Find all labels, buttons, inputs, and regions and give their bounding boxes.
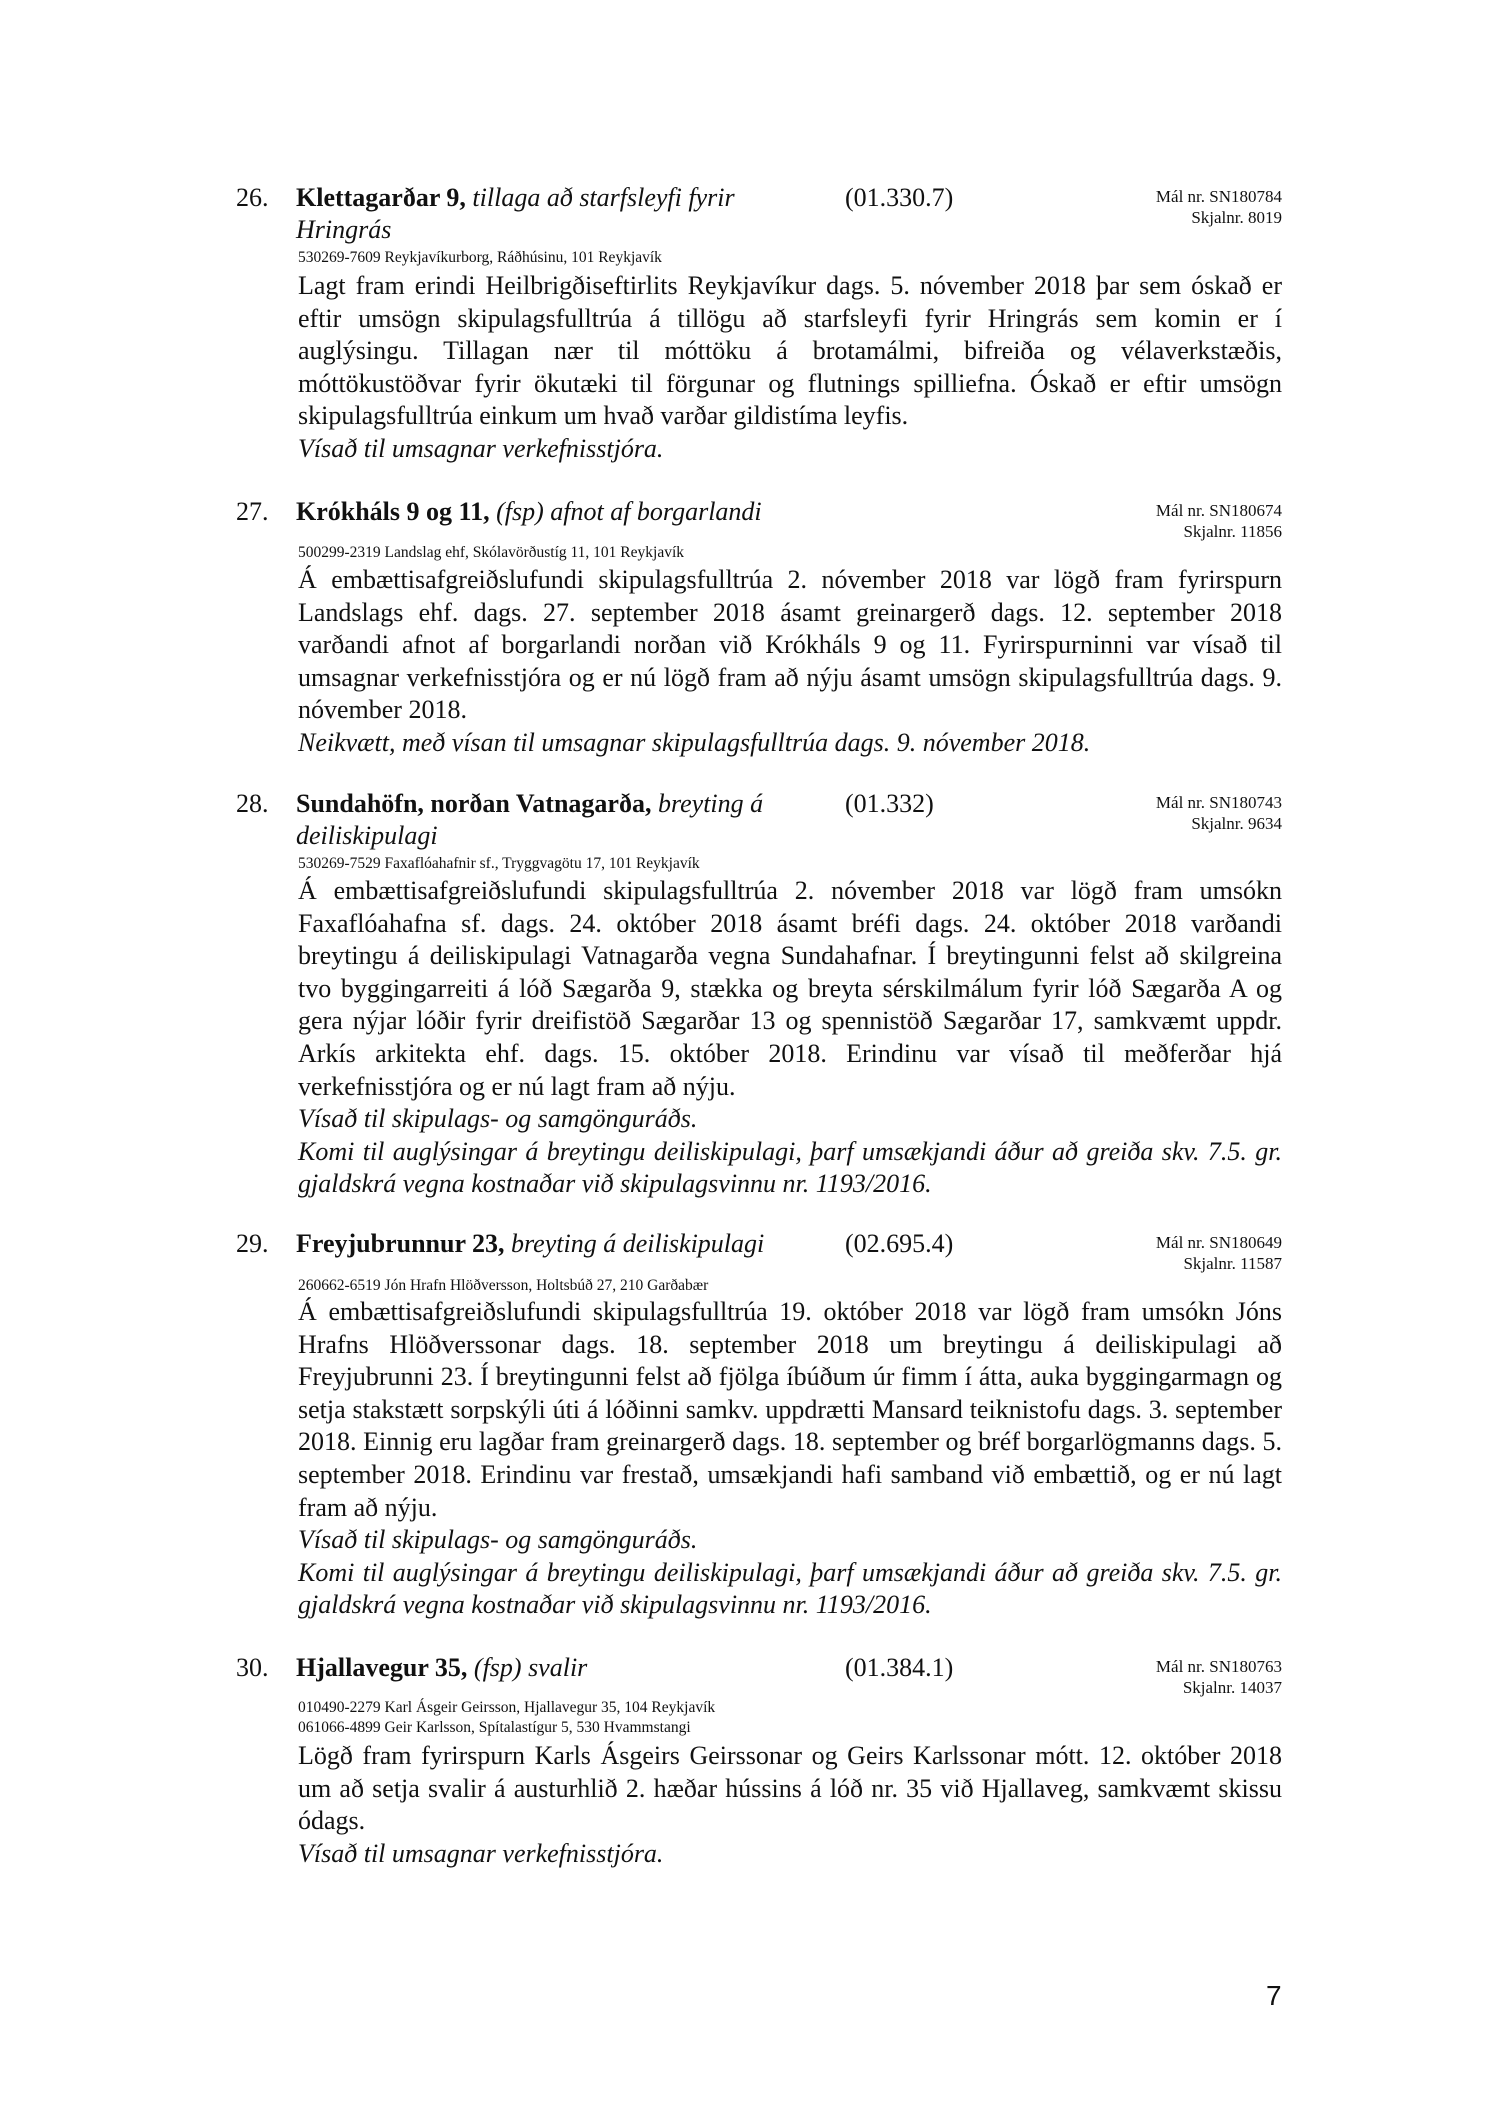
- item-number: 27.: [236, 497, 269, 526]
- item-decision: Vísað til umsagnar verkefnisstjóra.: [298, 433, 664, 463]
- case-reference: [1156, 186, 1282, 228]
- item-description: Á embættisafgreiðslufundi skipulagsfulltrúa 19. október 2018 var lögð fram umsókn Jóns Hrafns Hlöðverssonar dags. 18. september 2018 um breytingu á deiliskipulagi að Freyjubrunni 23. Í breytingunni felst að fjölga íbúðum úr fimm í átta, auka byggingarmagn og setja stakstætt sorpskýli úti á lóðinni samkv. uppdrætti Mansard teiknistofu dags. 3. september 2018. Einnig eru lagðar fram greinargerð dags. 18. september og bréf borgarlögmanns dags. 5. september 2018. Erindinu var frestað, umsækjandi hafi samband við embættið, og er nú lagt fram að nýju.: [298, 1297, 1282, 1522]
- item-subtitle: tillaga að starfsleyfi fyrir Hringrás: [296, 183, 735, 244]
- item-decision: Vísað til skipulags- og samgönguráðs.: [298, 1525, 698, 1555]
- item-heading: [296, 496, 816, 528]
- item-decision: Neikvætt, með vísan til umsagnar skipulagsfulltrúa dags. 9. nóvember 2018.: [298, 727, 1091, 757]
- item-subtitle: breyting á deiliskipulagi: [296, 789, 764, 850]
- applicant: 530269-7609 Reykjavíkurborg, Ráðhúsinu, 101 Reykjavík: [298, 249, 662, 266]
- item-description: Lögð fram fyrirspurn Karls Ásgeirs Geirssonar og Geirs Karlssonar mótt. 12. október 2018 um að setja svalir á austurhlið 2. hæðar hússins á lóð nr. 35 við Hjallaveg, samkvæmt skissu ódags.: [298, 1741, 1282, 1836]
- applicant-list: [298, 1698, 715, 1738]
- page-number: 7: [1266, 1980, 1282, 2011]
- applicant-list: [298, 1276, 708, 1296]
- item-decision: Vísað til skipulags- og samgönguráðs.: [298, 1104, 698, 1134]
- item-description: Á embættisafgreiðslufundi skipulagsfulltrúa 2. nóvember 2018 var lögð fram fyrirspurn Landslags ehf. dags. 27. september 2018 ásamt greinargerð dags. 12. september 2018 varðandi afnot af borgarlandi norðan við Krókháls 9 og 11. Fyrirspurninni var vísað til umsagnar verkefnisstjóra og er nú lögð fram að nýju ásamt umsögn skipulagsfulltrúa dags. 9. nóvember 2018.: [298, 565, 1282, 725]
- item-title: Krókháls 9 og 11,: [296, 497, 490, 526]
- applicant: 530269-7529 Faxaflóahafnir sf., Tryggvagötu 17, 101 Reykjavík: [298, 855, 700, 872]
- item-body: [298, 1740, 1282, 1870]
- case-reference: [1156, 1656, 1282, 1698]
- case-number: Mál nr. SN180674: [1155, 501, 1282, 520]
- item-description: Lagt fram erindi Heilbrigðiseftirlits Reykjavíkur dags. 5. nóvember 2018 þar sem óskað er eftir umsögn skipulagsfulltrúa á tillögu að starfsleyfi fyrir Hringrás sem komin er í auglýsingu. Tillagan nær til móttöku á brotamálmi, bifreiða og vélaverkstæðis, móttökustöðvar fyrir ökutæki til förgunar og flutnings spilliefna. Óskað er eftir umsögn skipulagsfulltrúa einkum um hvað varðar gildistíma leyfis.: [298, 271, 1282, 431]
- item-code: (01.384.1): [845, 1653, 954, 1682]
- applicant: 061066-4899 Geir Karlsson, Spítalastígur 5, 530 Hvammstangi: [298, 1719, 691, 1736]
- case-reference: [1156, 500, 1282, 542]
- item-number: 29.: [236, 1229, 269, 1258]
- item-code: (02.695.4): [845, 1229, 954, 1258]
- case-number: Mál nr. SN180743: [1155, 793, 1282, 812]
- item-code: (01.330.7): [845, 183, 954, 212]
- item-decision: Vísað til umsagnar verkefnisstjóra.: [298, 1838, 664, 1868]
- applicant: 500299-2319 Landslag ehf, Skólavörðustíg 11, 101 Reykjavík: [298, 544, 685, 561]
- case-number: Mál nr. SN180763: [1155, 1657, 1282, 1676]
- item-subtitle: (fsp) svalir: [473, 1653, 588, 1682]
- item-body: [298, 875, 1282, 1201]
- item-subtitle: (fsp) afnot af borgarlandi: [496, 497, 762, 526]
- item-subtitle: breyting á deiliskipulagi: [511, 1229, 765, 1258]
- case-number: Mál nr. SN180649: [1155, 1233, 1282, 1252]
- item-heading: [296, 1228, 816, 1260]
- item-title: Hjallavegur 35,: [296, 1653, 468, 1682]
- applicant: 260662-6519 Jón Hrafn Hlöðversson, Holtsbúð 27, 210 Garðabær: [298, 1277, 709, 1294]
- item-body: [298, 270, 1282, 466]
- item-fee-note: Komi til auglýsingar á breytingu deiliskipulagi, þarf umsækjandi áður að greiða skv. 7.5. gr. gjaldskrá vegna kostnaðar við skipulagsvinnu nr. 1193/2016.: [298, 1136, 1282, 1199]
- item-title: Freyjubrunnur 23,: [296, 1229, 505, 1258]
- document-number: Skjalnr. 11587: [1183, 1254, 1282, 1273]
- item-fee-note: Komi til auglýsingar á breytingu deiliskipulagi, þarf umsækjandi áður að greiða skv. 7.5. gr. gjaldskrá vegna kostnaðar við skipulagsvinnu nr. 1193/2016.: [298, 1557, 1282, 1620]
- document-number: Skjalnr. 14037: [1182, 1678, 1282, 1697]
- item-body: [298, 1296, 1282, 1622]
- item-heading: [296, 788, 816, 852]
- item-heading: [296, 1652, 816, 1684]
- item-title: Sundahöfn, norðan Vatnagarða,: [296, 789, 652, 818]
- item-number: 28.: [236, 789, 269, 818]
- item-heading: [296, 182, 816, 246]
- document-number: Skjalnr. 11856: [1183, 522, 1282, 541]
- applicant: 010490-2279 Karl Ásgeir Geirsson, Hjallavegur 35, 104 Reykjavík: [298, 1699, 716, 1716]
- case-reference: [1156, 1232, 1282, 1274]
- item-body: [298, 564, 1282, 760]
- applicant-list: [298, 543, 684, 563]
- item-number: 26.: [236, 183, 269, 212]
- item-description: Á embættisafgreiðslufundi skipulagsfulltrúa 2. nóvember 2018 var lögð fram umsókn Faxaflóahafna sf. dags. 24. október 2018 ásamt bréfi dags. 24. október 2018 varðandi breytingu á deiliskipulagi Vatnagarða vegna Sundahafnar. Í breytingunni felst að skilgreina tvo byggingarreiti á lóð Sægarða 9, stækka og breyta sérskilmálum fyrir lóð Sægarða A og gera nýjar lóðir fyrir dreifistöð Sægarðar 13 og spennistöð Sægarðar 17, samkvæmt uppdr. Arkís arkitekta ehf. dags. 15. október 2018. Erindinu var vísað til meðferðar hjá verkefnisstjóra og er nú lagt fram að nýju.: [298, 876, 1282, 1101]
- item-number: 30.: [236, 1653, 269, 1682]
- case-reference: [1156, 792, 1282, 834]
- applicant-list: [298, 248, 662, 268]
- item-title: Klettagarðar 9,: [296, 183, 466, 212]
- case-number: Mál nr. SN180784: [1155, 187, 1282, 206]
- item-code: (01.332): [845, 789, 934, 818]
- document-number: Skjalnr. 9634: [1191, 814, 1282, 833]
- applicant-list: [298, 854, 700, 874]
- document-number: Skjalnr. 8019: [1191, 208, 1282, 227]
